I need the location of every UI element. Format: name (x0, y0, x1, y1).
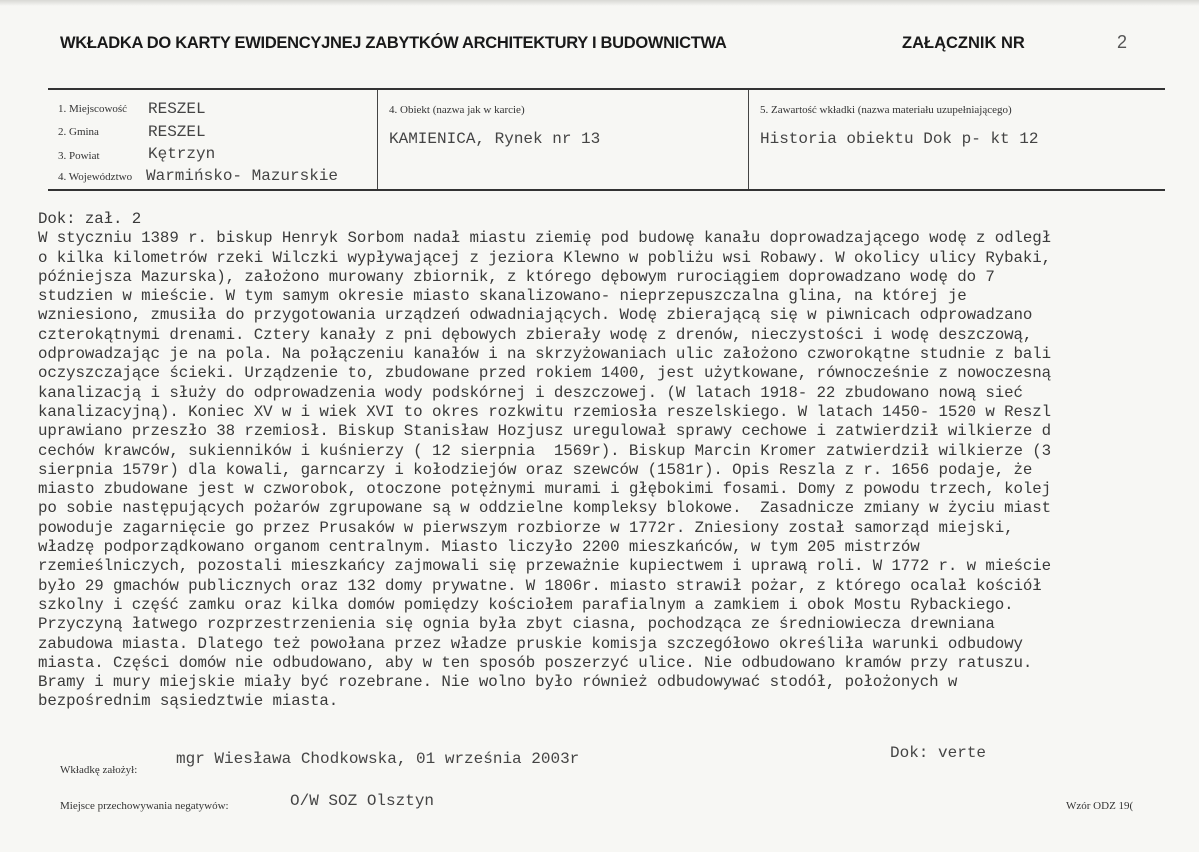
text-line: odprowadzając je na pola. Na połączeniu kanałów i na skrzyżowaniach ulic założono czworokątne studnie z bali (38, 345, 1052, 364)
text-line: uprawiano przeszło 38 rzemiosł. Biskup Stanisław Hozjusz uregulował sprawy cechowe i zatwierdził wilkierze d (38, 422, 1052, 441)
document-header (0, 30, 1199, 60)
form-fields-table (48, 88, 1165, 191)
text-line: powoduje zagarnięcie go przez Prusaków w pierwszym rozbiorze w 1772r. Zniesiony został samorząd miejski, (38, 518, 1014, 537)
text-line: studzien w mieście. W tym samym okresie miasto skanalizowano- nieprzepuszczalna glina, na której je (38, 287, 967, 306)
text-line: bezpośrednim sąsiedztwie miasta. (38, 692, 339, 711)
page-edge (0, 0, 1199, 6)
object-value: KAMIENICA, Rynek nr 13 (389, 130, 601, 148)
field-value: Warmińsko- Mazurskie (146, 167, 339, 185)
text-line: Przyczyną łatwego rozprzestrzenienia się ognia była zbyt ciasna, pochodząca ze średniowiecza drewniana (38, 615, 995, 634)
annex-number: 2 (1117, 32, 1128, 52)
text-line: W styczniu 1389 r. biskup Henryk Sorbom nadał miastu ziemię pod budowę kanału doprowadzającego wodę z odległ (38, 229, 1052, 248)
text-line: wzniesiono, zmusiła do przygotowania urządzeń odwadniających. Wodę zbierającą się w piwnicach odprowadzano (38, 306, 1033, 325)
text-line: sierpnia 1579r) dla kowali, garncarzy i kołodziejów oraz szewców (1581r). Opis Reszla z r. 1656 podaje, że (38, 460, 1033, 479)
field-value: Kętrzyn (148, 145, 216, 163)
text-line: Dok: zał. 2 (38, 210, 142, 228)
contents-value: Historia obiektu Dok p- kt 12 (760, 130, 1039, 148)
field-value: RESZEL (148, 123, 206, 141)
field-value: RESZEL (148, 100, 206, 118)
contents-label: 5. Zawartość wkładki (nazwa materiału uzupełniającego) (760, 104, 1012, 116)
field-label: 4. Województwo (58, 171, 133, 183)
text-line: czterokątnymi drenami. Cztery kanały z pni dębowych zbierały wodę z drenów, nieczystości i wodę deszczową, (38, 325, 1033, 344)
prepared-by-value: mgr Wiesława Chodkowska, 01 września 2003r (176, 750, 580, 768)
field-label: 1. Miejscowość (58, 103, 128, 115)
text-line: cechów krawców, sukienników i kuśnierzy ( 12 sierpnia 1569r). Biskup Marcin Kromer zatwierdził wilkierze (3 (38, 441, 1052, 460)
text-line: było 29 gmachów publicznych oraz 132 domy prywatne. W 1806r. miasto strawił pożar, z którego ocalał kościół (38, 576, 1042, 595)
text-line: szkolny i część zamku oraz kilka domów pomiędzy kościołem parafialnym a zamkiem i obok Mostu Rybackiego. (38, 595, 1014, 614)
negatives-location-value: O/W SOZ Olsztyn (290, 792, 435, 810)
text-line: rzemieślniczych, pozostali mieszkańcy zajmowali się przeważnie kupiectwem i uprawą roli. W 1772 r. w mieście (38, 557, 1052, 576)
object-label: 4. Obiekt (nazwa jak w karcie) (389, 104, 525, 116)
object-column (378, 90, 749, 189)
text-line: Bramy i mury miejskie miały być rozebrane. Nie wolno było również odbudowywać stodół, położonych w (38, 673, 958, 692)
field-label: 2. Gmina (58, 126, 99, 138)
form-model-label: Wzór ODZ 19( (1066, 800, 1134, 812)
document-title: WKŁADKA DO KARTY EWIDENCYJNEJ ZABYTKÓW ARCHITEKTURY I BUDOWNICTWA (60, 34, 727, 52)
text-line: o kilka kilometrów rzeki Wilczki wypływającej z jeziora Klewno w pobliżu wsi Robawy. W okolicy ulicy Rybaki, (38, 248, 1052, 267)
annex-label: ZAŁĄCZNIK NR (902, 34, 1025, 52)
text-line: zabudowa miasta. Dlatego też powołana przez władze pruskie komisja szczegółowo określiła warunki odbudowy (38, 634, 1023, 653)
text-line: późniejsza Mazurska), założono murowany zbiornik, z którego dębowym rurociągiem doprowadzano wodę do 7 (38, 267, 995, 286)
text-line: kanalizacyjną). Koniec XV w i wiek XVI to okres rozkwitu rzemiosła reszelskiego. W latach 1450- 1520 w Reszl (38, 402, 1052, 421)
text-line: kanalizacją i służy do odprowadzenia wody podskórnej i deszczowej. (W latach 1918- 22 zbudowano nową sieć (38, 383, 1023, 402)
text-line: oczyszczające ścieki. Urządzenie to, zbudowane przed rokiem 1400, jest użytkowane, równocześnie z nowoczesną (38, 364, 1052, 383)
contents-column (749, 90, 1165, 189)
field-label: 3. Powiat (58, 150, 100, 162)
prepared-by-label: Wkładkę założył: (60, 764, 138, 776)
text-line: władzę podporządkowano organom centralnym. Miasto liczyło 2200 mieszkańców, w tym 205 mistrzów (38, 538, 920, 557)
negatives-location-label: Miejsce przechowywania negatywów: (60, 800, 229, 812)
history-text (38, 210, 1188, 712)
text-line: miasto zbudowane jest w czworobok, otoczone potężnymi murami i głębokimi fosami. Domy z powodu trzech, kolej (38, 480, 1052, 499)
text-line: miasta. Części domów nie odbudowano, aby w ten sposób poszerzyć ulice. Nie odbudowano kramów przy ratuszu. (38, 653, 1033, 672)
text-line: po sobie następujących pożarów zgrupowane są w oddzielne kompleksy blokowe. Zasadnicze zmiany w życiu miast (38, 499, 1052, 518)
location-column (48, 90, 378, 189)
dok-verte-note: Dok: verte (890, 744, 987, 762)
